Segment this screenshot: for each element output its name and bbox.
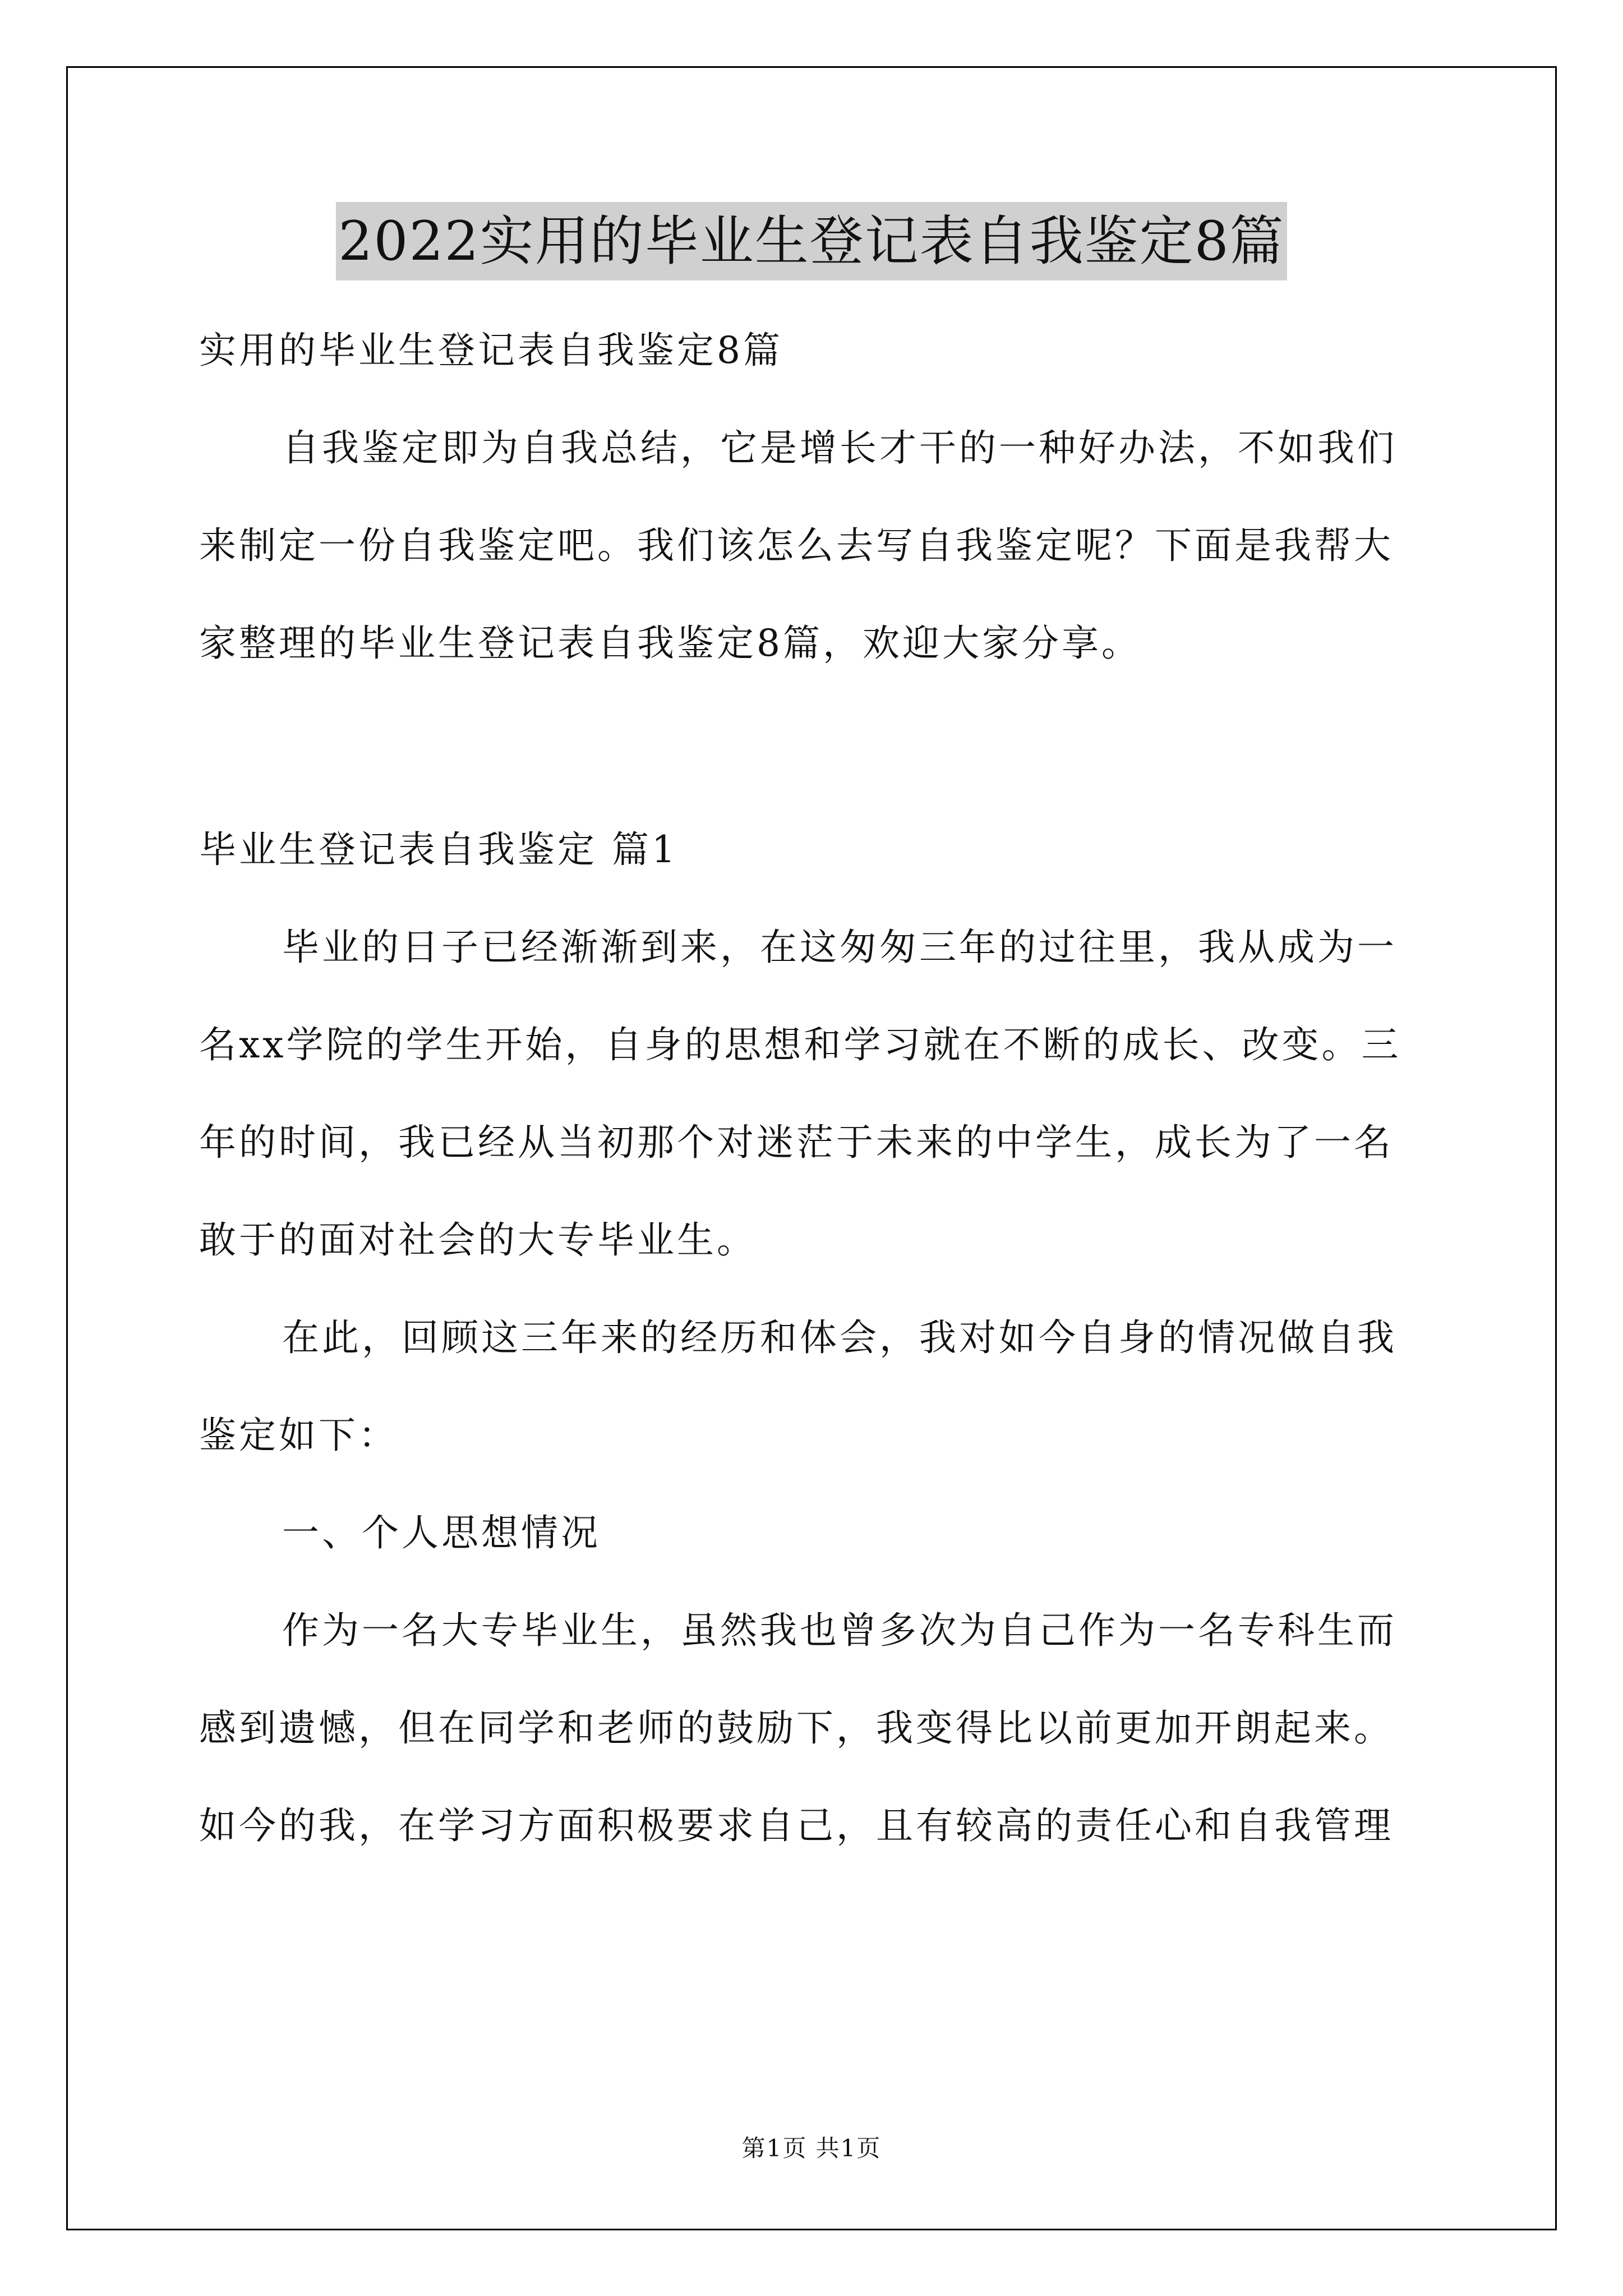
paragraph-line: 感到遗憾，但在同学和老师的鼓励下，我变得比以前更加开朗起来。	[199, 1706, 1394, 1750]
sub-heading: 一、个人思想情况	[282, 1511, 601, 1554]
intro-line: 来制定一份自我鉴定吧。我们该怎么去写自我鉴定呢？下面是我帮大	[199, 524, 1394, 567]
section-heading: 毕业生登记表自我鉴定 篇1	[199, 828, 678, 871]
subtitle: 实用的毕业生登记表自我鉴定8篇	[199, 329, 783, 372]
intro-line: 自我鉴定即为自我总结，它是增长才干的一种好办法，不如我们	[282, 426, 1397, 470]
document-body	[199, 302, 1427, 1875]
paragraph-line: 如今的我，在学习方面积极要求自己，且有较高的责任心和自我管理	[199, 1804, 1394, 1847]
paragraph-line: 敢于的面对社会的大专毕业生。	[199, 1218, 757, 1262]
paragraph-line: 在此，回顾这三年来的经历和体会，我对如今自身的情况做自我	[282, 1316, 1397, 1359]
title-container	[0, 202, 1623, 280]
intro-line: 家整理的毕业生登记表自我鉴定8篇，欢迎大家分享。	[199, 622, 1141, 665]
document-title: 2022实用的毕业生登记表自我鉴定8篇	[336, 202, 1287, 280]
paragraph-line: 作为一名大专毕业生，虽然我也曾多次为自己作为一名专科生而	[282, 1609, 1397, 1652]
paragraph-gap	[199, 692, 1427, 801]
paragraph-line: 名xx学院的学生开始，自身的思想和学习就在不断的成长、改变。三	[199, 1023, 1401, 1066]
paragraph-line: 年的时间，我已经从当初那个对迷茫于未来的中学生，成长为了一名	[199, 1121, 1394, 1164]
paragraph-line: 毕业的日子已经渐渐到来，在这匆匆三年的过往里，我从成为一	[282, 926, 1397, 969]
page-footer: 第1页 共1页	[741, 2134, 882, 2162]
paragraph-line: 鉴定如下：	[199, 1414, 398, 1457]
